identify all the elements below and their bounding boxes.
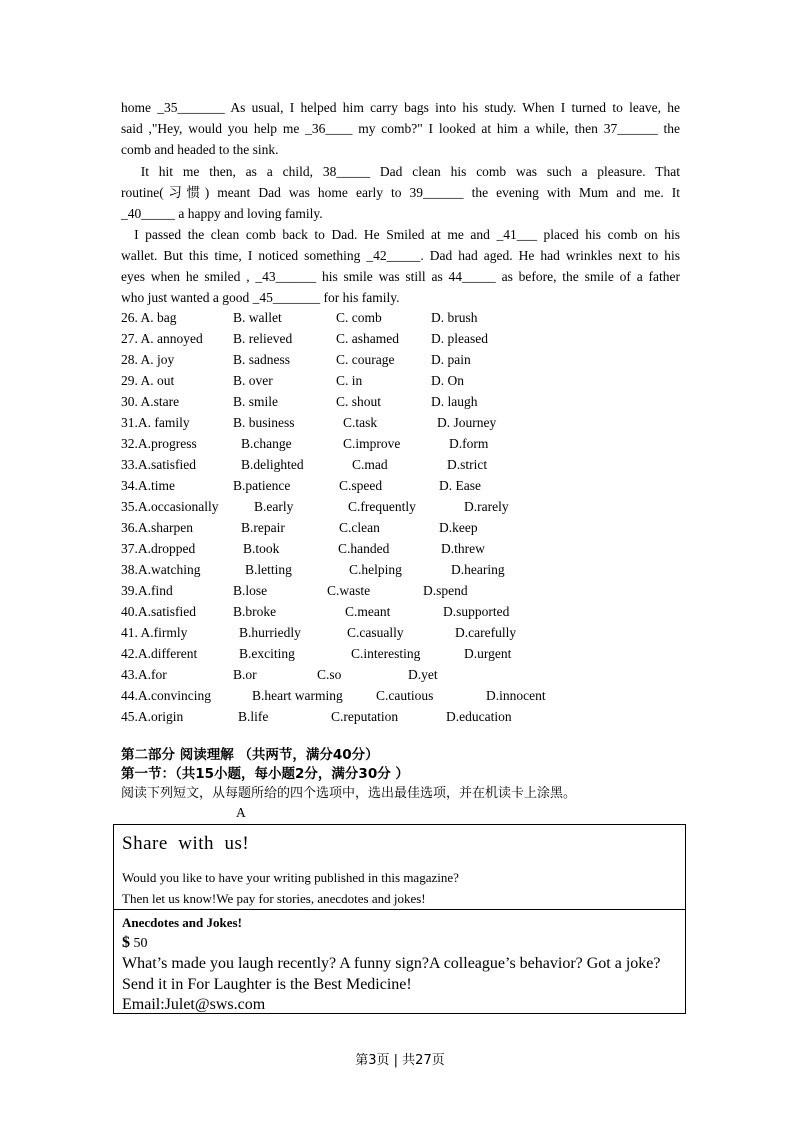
question-option-a: 32.A.progress — [121, 436, 197, 451]
page-footer: 第3页 | 共27页 — [355, 1053, 445, 1068]
question-option-a: 30. A.stare — [121, 394, 180, 409]
option-c: C.interesting — [351, 646, 421, 661]
option-b: B.letting — [245, 562, 292, 577]
option-b: B.early — [254, 499, 294, 514]
option-d: D.keep — [439, 520, 478, 535]
option-c: C. ashamed — [336, 331, 399, 346]
question-option-a: 31.A. family — [121, 415, 190, 430]
option-b: B. over — [233, 373, 273, 388]
question-option-a: 44.A.convincing — [121, 688, 211, 703]
option-c: C.task — [343, 415, 378, 430]
advert-text: Would you like to have your writing published in this magazine? — [122, 870, 459, 885]
advert-email: Email:Julet@sws.com — [122, 996, 266, 1013]
option-c: C.mad — [352, 457, 388, 472]
option-d: D.education — [446, 709, 512, 724]
option-row — [121, 538, 681, 559]
option-row — [121, 601, 681, 622]
option-d: D.hearing — [451, 562, 505, 577]
option-row — [121, 580, 681, 601]
advert-price — [122, 934, 148, 952]
option-c: C.helping — [349, 562, 402, 577]
option-d: D.threw — [441, 541, 485, 556]
question-option-a: 43.A.for — [121, 667, 167, 682]
option-b: B. sadness — [233, 352, 290, 367]
advert-text: Then let us know!We pay for stories, anecdotes and jokes! — [122, 891, 426, 906]
option-row — [121, 349, 681, 370]
advert-text: What’s made you laugh recently? A funny sign?A colleague’s behavior? Got a joke? — [122, 955, 661, 972]
option-row — [121, 643, 681, 664]
option-d: D.rarely — [464, 499, 509, 514]
question-option-a: 41. A.firmly — [121, 625, 188, 640]
question-option-a: 28. A. joy — [121, 352, 175, 367]
question-option-a: 40.A.satisfied — [121, 604, 196, 619]
section-heading: 第一节：（共15小题，每小题2分，满分30分 ） — [121, 766, 409, 782]
option-c: C.cautious — [376, 688, 434, 703]
question-option-a: 33.A.satisfied — [121, 457, 196, 472]
option-b: B.hurriedly — [239, 625, 301, 640]
option-c: C.reputation — [331, 709, 399, 724]
option-d: D. On — [431, 373, 464, 388]
answer-options-list — [121, 307, 681, 727]
question-option-a: 39.A.find — [121, 583, 173, 598]
option-c: C.improve — [343, 436, 401, 451]
passage-paragraph-3 — [121, 224, 680, 308]
option-c: C.handed — [338, 541, 390, 556]
option-row — [121, 517, 681, 538]
advert-box — [113, 824, 686, 1014]
dollar-sign: $ — [122, 934, 130, 951]
option-c: C. shout — [336, 394, 382, 409]
option-row — [121, 475, 681, 496]
option-row — [121, 685, 681, 706]
text-line: who just wanted a good _45_______ for his family. — [121, 290, 400, 305]
option-row — [121, 706, 681, 727]
question-option-a: 35.A.occasionally — [121, 499, 219, 514]
option-row — [121, 433, 681, 454]
option-d: D.spend — [423, 583, 468, 598]
text-line: It hit me then, as a child, 38_____ Dad clean his comb was such a pleasure. That — [121, 164, 680, 179]
option-c: C.so — [317, 667, 342, 682]
option-b: B.delighted — [241, 457, 304, 472]
text-line: home _35_______ As usual, I helped him carry bags into his study. When I turned to leave, he — [121, 100, 680, 115]
advert-box-header — [114, 825, 685, 910]
option-d: D.urgent — [464, 646, 512, 661]
option-c: C.frequently — [348, 499, 416, 514]
option-b: B. smile — [233, 394, 279, 409]
option-row — [121, 622, 681, 643]
option-b: B.heart warming — [252, 688, 343, 703]
advert-title: Share with us! — [122, 833, 250, 854]
option-row — [121, 496, 681, 517]
option-d: D. Ease — [439, 478, 481, 493]
option-row — [121, 370, 681, 391]
option-row — [121, 307, 681, 328]
option-d: D.innocent — [486, 688, 546, 703]
option-b: B.life — [238, 709, 269, 724]
text-line: I passed the clean comb back to Dad. He Smiled at me and _41___ placed his comb on his — [121, 227, 680, 242]
question-option-a: 29. A. out — [121, 373, 175, 388]
option-b: B.lose — [233, 583, 268, 598]
option-b: B.repair — [241, 520, 285, 535]
option-d: D.yet — [408, 667, 438, 682]
option-b: B.broke — [233, 604, 277, 619]
option-b: B.patience — [233, 478, 291, 493]
advert-subtitle: Anecdotes and Jokes! — [122, 915, 242, 930]
option-c: C.casually — [347, 625, 404, 640]
text-line: eyes when he smiled , _43______ his smile was still as 44_____ as before, the smile of a father — [121, 269, 680, 284]
option-b: B.change — [241, 436, 292, 451]
question-option-a: 45.A.origin — [121, 709, 184, 724]
option-d: D.strict — [447, 457, 488, 472]
text-line: comb and headed to the sink. — [121, 142, 279, 157]
instruction-text: 阅读下列短文，从每题所给的四个选项中，选出最佳选项，并在机读卡上涂黑。 — [121, 786, 577, 801]
option-d: D. pain — [431, 352, 471, 367]
option-d: D. brush — [431, 310, 478, 325]
option-d: D. pleased — [431, 331, 488, 346]
option-row — [121, 559, 681, 580]
option-d: D.carefully — [455, 625, 517, 640]
text-line: _40_____ a happy and loving family. — [121, 206, 323, 221]
question-option-a: 38.A.watching — [121, 562, 201, 577]
option-b: B. business — [233, 415, 295, 430]
text-line: wallet. But this time, I noticed something _42_____. Dad had aged. He had wrinkles next to his — [121, 248, 680, 263]
option-b: B. relieved — [233, 331, 293, 346]
question-option-a: 36.A.sharpen — [121, 520, 193, 535]
question-option-a: 26. A. bag — [121, 310, 177, 325]
passage-paragraph-2 — [121, 161, 680, 224]
question-option-a: 42.A.different — [121, 646, 198, 661]
question-option-a: 34.A.time — [121, 478, 175, 493]
option-row — [121, 391, 681, 412]
option-row — [121, 454, 681, 475]
question-option-a: 27. A. annoyed — [121, 331, 203, 346]
option-d: D.supported — [443, 604, 510, 619]
passage-paragraph-1 — [121, 97, 680, 160]
price-value: 50 — [133, 936, 148, 951]
part-heading: 第二部分 阅读理解 （共两节，满分40分） — [121, 747, 379, 763]
option-b: B.took — [243, 541, 280, 556]
option-b: B.or — [233, 667, 257, 682]
option-c: C.waste — [327, 583, 371, 598]
question-option-a: 37.A.dropped — [121, 541, 196, 556]
option-c: C.clean — [339, 520, 380, 535]
passage-label: A — [236, 805, 246, 820]
text-line: routine(习惯) meant Dad was home early to 39______ the evening with Mum and me. It — [121, 185, 680, 200]
option-d: D. Journey — [437, 415, 497, 430]
option-c: C.speed — [339, 478, 383, 493]
text-line: said ,"Hey, would you help me _36____ my comb?" I looked at him a while, then 37______ the — [121, 121, 680, 136]
option-c: C.meant — [345, 604, 391, 619]
option-row — [121, 328, 681, 349]
advert-text: Send it in For Laughter is the Best Medicine! — [122, 976, 412, 993]
option-c: C. comb — [336, 310, 382, 325]
option-c: C. in — [336, 373, 363, 388]
option-row — [121, 664, 681, 685]
option-d: D. laugh — [431, 394, 478, 409]
option-c: C. courage — [336, 352, 395, 367]
option-b: B. wallet — [233, 310, 282, 325]
option-d: D.form — [449, 436, 489, 451]
option-b: B.exciting — [239, 646, 295, 661]
option-row — [121, 412, 681, 433]
